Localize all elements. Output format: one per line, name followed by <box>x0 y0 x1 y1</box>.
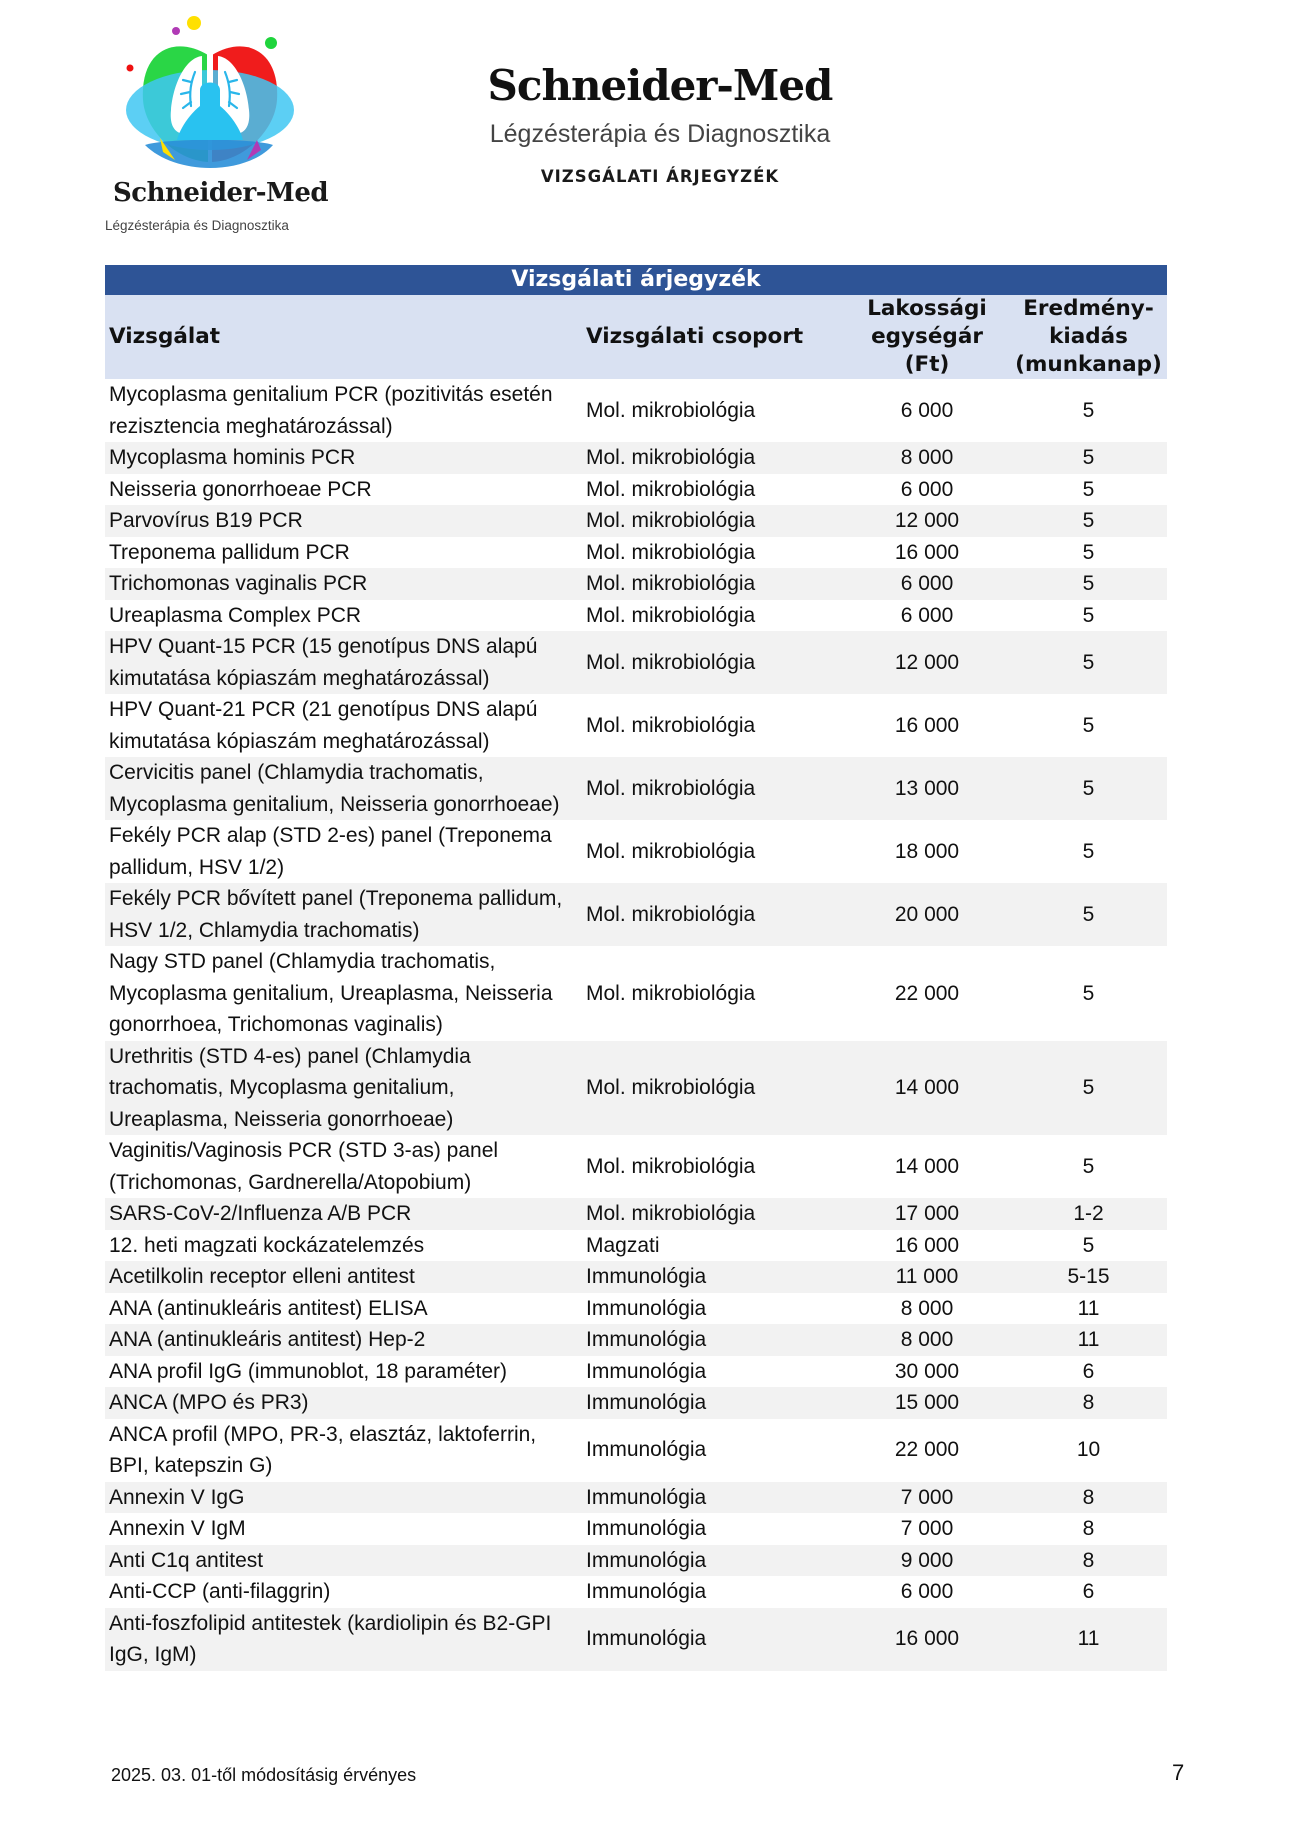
table-row <box>105 946 1167 1041</box>
test-name-cell: HPV Quant-21 PCR (21 genotípus DNS alapú kimutatása kópiaszám meghatározással) <box>105 694 582 757</box>
price-cell: 30 000 <box>844 1356 1010 1388</box>
test-group-cell: Immunológia <box>582 1482 844 1514</box>
turnaround-cell: 5 <box>1010 883 1167 946</box>
test-name-cell: Ureaplasma Complex PCR <box>105 600 582 632</box>
test-name-cell: Trichomonas vaginalis PCR <box>105 568 582 600</box>
turnaround-cell: 8 <box>1010 1513 1167 1545</box>
table-row <box>105 1482 1167 1514</box>
table-row <box>105 820 1167 883</box>
price-cell: 20 000 <box>844 883 1010 946</box>
logo-dot-yellow <box>187 16 201 30</box>
logo-dot-red <box>127 65 134 72</box>
table-row <box>105 1356 1167 1388</box>
test-name-cell: ANCA (MPO és PR3) <box>105 1387 582 1419</box>
test-group-cell: Mol. mikrobiológia <box>582 1198 844 1230</box>
turnaround-cell: 10 <box>1010 1419 1167 1482</box>
logo-brand-name: Schneider-Med <box>113 178 329 208</box>
test-name-cell: 12. heti magzati kockázatelemzés <box>105 1230 582 1262</box>
test-name-cell: Nagy STD panel (Chlamydia trachomatis, Mycoplasma genitalium, Ureaplasma, Neisseria gonorrhoea, Trichomonas vaginalis) <box>105 946 582 1041</box>
table-row <box>105 537 1167 569</box>
column-header-price-line: egységár <box>871 324 983 349</box>
footer-validity-note: 2025. 03. 01-től módosításig érvényes <box>111 1765 417 1785</box>
table-row <box>105 1387 1167 1419</box>
turnaround-cell: 5 <box>1010 757 1167 820</box>
column-header-turnaround-line: Eredmény- <box>1023 296 1154 321</box>
turnaround-cell: 5 <box>1010 600 1167 632</box>
test-name-cell: Annexin V IgG <box>105 1482 582 1514</box>
price-cell: 22 000 <box>844 946 1010 1041</box>
test-group-cell: Immunológia <box>582 1419 844 1482</box>
table-row <box>105 1230 1167 1262</box>
turnaround-cell: 5 <box>1010 379 1167 442</box>
test-group-cell: Mol. mikrobiológia <box>582 694 844 757</box>
lungs-icon <box>105 10 315 175</box>
brand-title: Schneider-Med <box>487 61 833 110</box>
turnaround-cell: 5 <box>1010 631 1167 694</box>
turnaround-cell: 5 <box>1010 820 1167 883</box>
test-group-cell: Immunológia <box>582 1513 844 1545</box>
turnaround-cell: 11 <box>1010 1608 1167 1671</box>
price-cell: 8 000 <box>844 1324 1010 1356</box>
price-cell: 15 000 <box>844 1387 1010 1419</box>
column-header-price-line: (Ft) <box>904 352 950 377</box>
turnaround-cell: 5 <box>1010 1041 1167 1136</box>
test-name-cell: Anti-foszfolipid antitestek (kardiolipin és B2-GPI IgG, IgM) <box>105 1608 582 1671</box>
turnaround-cell: 5 <box>1010 474 1167 506</box>
test-group-cell: Immunológia <box>582 1387 844 1419</box>
table-row <box>105 1041 1167 1136</box>
price-cell: 11 000 <box>844 1261 1010 1293</box>
table-row <box>105 505 1167 537</box>
logo-dot-green <box>265 37 277 49</box>
logo-dot-magenta <box>172 27 180 35</box>
test-name-cell: SARS-CoV-2/Influenza A/B PCR <box>105 1198 582 1230</box>
turnaround-cell: 5 <box>1010 946 1167 1041</box>
test-name-cell: ANA (antinukleáris antitest) Hep-2 <box>105 1324 582 1356</box>
table-caption-row <box>105 265 1167 295</box>
test-name-cell: ANCA profil (MPO, PR-3, elasztáz, laktoferrin, BPI, katepszin G) <box>105 1419 582 1482</box>
price-cell: 17 000 <box>844 1198 1010 1230</box>
test-group-cell: Mol. mikrobiológia <box>582 883 844 946</box>
test-group-cell: Mol. mikrobiológia <box>582 1135 844 1198</box>
test-name-cell: Neisseria gonorrhoeae PCR <box>105 474 582 506</box>
company-logo <box>105 10 329 240</box>
price-cell: 6 000 <box>844 379 1010 442</box>
table-row <box>105 1135 1167 1198</box>
turnaround-cell: 5 <box>1010 537 1167 569</box>
table-row <box>105 1198 1167 1230</box>
test-name-cell: Vaginitis/Vaginosis PCR (STD 3-as) panel (Trichomonas, Gardnerella/Atopobium) <box>105 1135 582 1198</box>
price-cell: 6 000 <box>844 600 1010 632</box>
table-row <box>105 379 1167 442</box>
price-cell: 16 000 <box>844 694 1010 757</box>
table-row <box>105 600 1167 632</box>
price-cell: 9 000 <box>844 1545 1010 1577</box>
table-row <box>105 1419 1167 1482</box>
table-caption: Vizsgálati árjegyzék <box>105 265 1167 295</box>
test-group-cell: Mol. mikrobiológia <box>582 820 844 883</box>
logo-subtitle: Légzésterápia és Diagnosztika <box>105 218 289 233</box>
turnaround-cell: 5-15 <box>1010 1261 1167 1293</box>
turnaround-cell: 11 <box>1010 1293 1167 1325</box>
test-group-cell: Immunológia <box>582 1576 844 1608</box>
price-table <box>105 265 1167 1671</box>
price-cell: 8 000 <box>844 1293 1010 1325</box>
test-name-cell: ANA profil IgG (immunoblot, 18 paraméter) <box>105 1356 582 1388</box>
test-group-cell: Immunológia <box>582 1261 844 1293</box>
test-name-cell: Anti-CCP (anti-filaggrin) <box>105 1576 582 1608</box>
test-group-cell: Mol. mikrobiológia <box>582 505 844 537</box>
test-group-cell: Immunológia <box>582 1324 844 1356</box>
table-header-row <box>105 295 1167 379</box>
turnaround-cell: 6 <box>1010 1356 1167 1388</box>
test-name-cell: Fekély PCR bővített panel (Treponema pallidum, HSV 1/2, Chlamydia trachomatis) <box>105 883 582 946</box>
table-row <box>105 1576 1167 1608</box>
test-name-cell: Cervicitis panel (Chlamydia trachomatis, Mycoplasma genitalium, Neisseria gonorrhoeae) <box>105 757 582 820</box>
test-group-cell: Mol. mikrobiológia <box>582 568 844 600</box>
column-header-turnaround-line: kiadás <box>1049 324 1128 349</box>
test-name-cell: Fekély PCR alap (STD 2-es) panel (Treponema pallidum, HSV 1/2) <box>105 820 582 883</box>
test-group-cell: Mol. mikrobiológia <box>582 442 844 474</box>
test-group-cell: Mol. mikrobiológia <box>582 946 844 1041</box>
test-name-cell: Annexin V IgM <box>105 1513 582 1545</box>
turnaround-cell: 8 <box>1010 1387 1167 1419</box>
price-cell: 16 000 <box>844 1608 1010 1671</box>
table-row <box>105 1293 1167 1325</box>
table-row <box>105 631 1167 694</box>
test-name-cell: Parvovírus B19 PCR <box>105 505 582 537</box>
price-cell: 13 000 <box>844 757 1010 820</box>
test-group-cell: Mol. mikrobiológia <box>582 631 844 694</box>
column-header-price <box>844 295 1010 379</box>
table-row <box>105 442 1167 474</box>
test-group-cell: Immunológia <box>582 1545 844 1577</box>
price-cell: 7 000 <box>844 1513 1010 1545</box>
turnaround-cell: 5 <box>1010 694 1167 757</box>
price-cell: 22 000 <box>844 1419 1010 1482</box>
price-cell: 6 000 <box>844 474 1010 506</box>
test-name-cell: Urethritis (STD 4-es) panel (Chlamydia trachomatis, Mycoplasma genitalium, Ureaplasma, Neisseria gonorrhoeae) <box>105 1041 582 1136</box>
table-row <box>105 1608 1167 1671</box>
test-group-cell: Magzati <box>582 1230 844 1262</box>
test-name-cell: Mycoplasma genitalium PCR (pozitivitás esetén rezisztencia meghatározással) <box>105 379 582 442</box>
price-cell: 6 000 <box>844 568 1010 600</box>
price-cell: 8 000 <box>844 442 1010 474</box>
test-name-cell: Anti C1q antitest <box>105 1545 582 1577</box>
price-cell: 12 000 <box>844 505 1010 537</box>
brand-subtitle: Légzésterápia és Diagnosztika <box>489 120 831 148</box>
table-row <box>105 883 1167 946</box>
test-name-cell: HPV Quant-15 PCR (15 genotípus DNS alapú kimutatása kópiaszám meghatározással) <box>105 631 582 694</box>
table-row <box>105 568 1167 600</box>
table-row <box>105 1324 1167 1356</box>
price-cell: 6 000 <box>844 1576 1010 1608</box>
turnaround-cell: 8 <box>1010 1482 1167 1514</box>
table-row <box>105 1261 1167 1293</box>
column-header-turnaround-line: (munkanap) <box>1015 352 1162 377</box>
turnaround-cell: 8 <box>1010 1545 1167 1577</box>
test-group-cell: Immunológia <box>582 1608 844 1671</box>
table-row <box>105 474 1167 506</box>
table-row <box>105 1513 1167 1545</box>
table-row <box>105 694 1167 757</box>
price-cell: 14 000 <box>844 1135 1010 1198</box>
test-name-cell: Acetilkolin receptor elleni antitest <box>105 1261 582 1293</box>
column-header-price-line: Lakossági <box>867 296 987 321</box>
turnaround-cell: 5 <box>1010 1230 1167 1262</box>
turnaround-cell: 6 <box>1010 1576 1167 1608</box>
test-group-cell: Mol. mikrobiológia <box>582 757 844 820</box>
column-header-turnaround <box>1010 295 1167 379</box>
test-group-cell: Mol. mikrobiológia <box>582 474 844 506</box>
test-name-cell: Mycoplasma hominis PCR <box>105 442 582 474</box>
test-name-cell: ANA (antinukleáris antitest) ELISA <box>105 1293 582 1325</box>
document-header <box>440 60 880 186</box>
turnaround-cell: 11 <box>1010 1324 1167 1356</box>
column-header-test: Vizsgálat <box>105 295 582 379</box>
price-cell: 7 000 <box>844 1482 1010 1514</box>
column-header-group: Vizsgálati csoport <box>582 295 844 379</box>
test-group-cell: Mol. mikrobiológia <box>582 379 844 442</box>
turnaround-cell: 5 <box>1010 505 1167 537</box>
price-cell: 16 000 <box>844 1230 1010 1262</box>
page-number: 7 <box>1172 1760 1185 1785</box>
test-group-cell: Mol. mikrobiológia <box>582 1041 844 1136</box>
turnaround-cell: 5 <box>1010 442 1167 474</box>
turnaround-cell: 1-2 <box>1010 1198 1167 1230</box>
price-cell: 14 000 <box>844 1041 1010 1136</box>
price-cell: 12 000 <box>844 631 1010 694</box>
table-row <box>105 1545 1167 1577</box>
turnaround-cell: 5 <box>1010 568 1167 600</box>
price-cell: 16 000 <box>844 537 1010 569</box>
test-group-cell: Mol. mikrobiológia <box>582 537 844 569</box>
test-group-cell: Mol. mikrobiológia <box>582 600 844 632</box>
test-name-cell: Treponema pallidum PCR <box>105 537 582 569</box>
table-body <box>105 379 1167 1671</box>
test-group-cell: Immunológia <box>582 1356 844 1388</box>
price-cell: 18 000 <box>844 820 1010 883</box>
turnaround-cell: 5 <box>1010 1135 1167 1198</box>
document-label: VIZSGÁLATI ÁRJEGYZÉK <box>540 167 780 186</box>
test-group-cell: Immunológia <box>582 1293 844 1325</box>
table-row <box>105 757 1167 820</box>
